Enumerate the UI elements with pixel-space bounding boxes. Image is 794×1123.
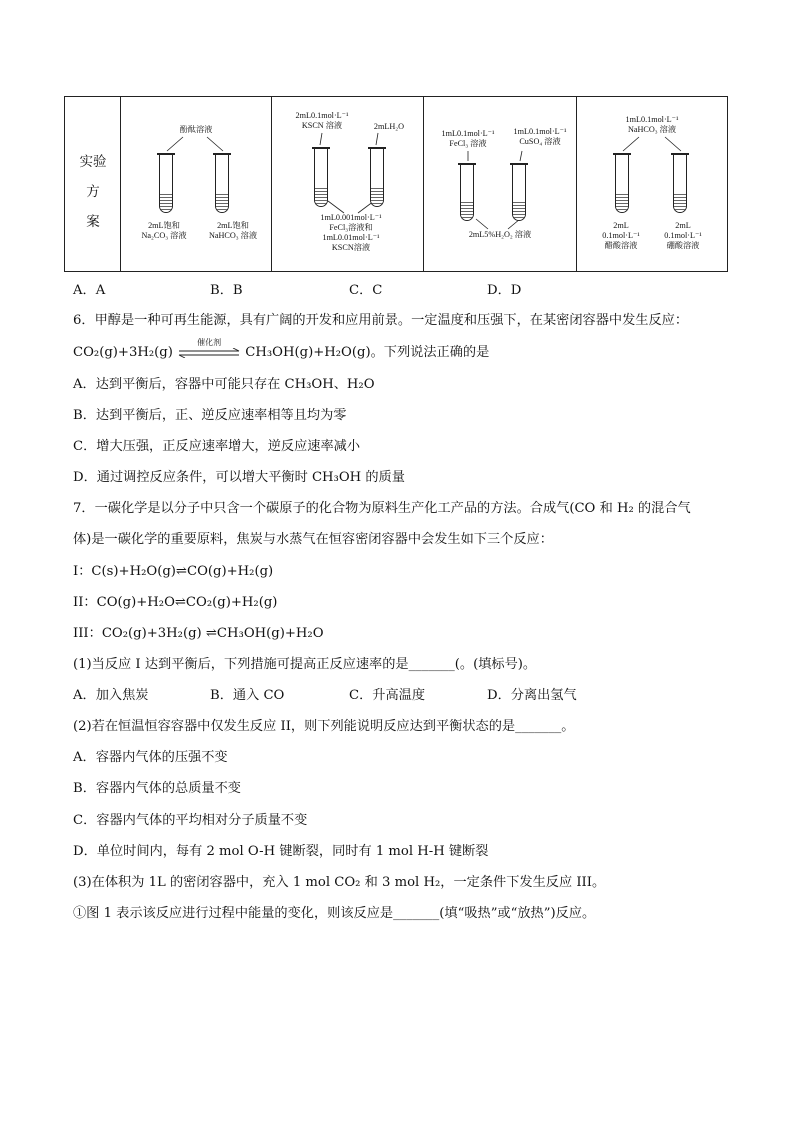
scheme-a-cell xyxy=(121,97,272,271)
q7-stem-2: 体)是一碳化学的重要原料，焦炭与水蒸气在恒容密闭容器中会发生如下三个反应： xyxy=(73,532,553,547)
q7-part-1: (1)当反应 I 达到平衡后，下列措施可提高正反应速率的是_______(。(填标号)。 xyxy=(73,657,537,672)
q7-p1-option-b: B．通入 CO xyxy=(210,688,285,703)
scheme-c-cell xyxy=(424,97,577,271)
catalyst-label: 催化剂 xyxy=(197,337,222,347)
q6-option-c: C．增大压强，正反应速率增大，逆反应速率减小 xyxy=(73,439,361,454)
cuso4-label: 1mL0.1mol·L⁻¹ CuSO₄ 溶液 xyxy=(513,127,567,146)
fecl3-kscn-label: 1mL0.001mol·L⁻¹ FeCl₃溶液和 1mL0.01mol·L⁻¹ KSCN溶液 xyxy=(320,213,382,252)
q7-p2-option-d: D．单位时间内，每有 2 mol O-H 键断裂，同时有 1 mol H-H 键断裂 xyxy=(73,844,489,859)
test-tube-left xyxy=(314,147,328,207)
experiment-table xyxy=(64,96,728,272)
test-tube-left xyxy=(159,153,173,213)
q6-eq-left: CO₂(g)+3H₂(g) xyxy=(73,345,173,360)
q7-part-3-1: ①图 1 表示该反应进行过程中能量的变化，则该反应是_______(填“吸热”或“放热”)反应。 xyxy=(73,906,596,921)
nahco3-drop-label: 1mL0.1mol·L⁻¹ NaHCO₃ 溶液 xyxy=(625,115,679,134)
test-tube-right xyxy=(512,163,526,221)
scheme-b-cell xyxy=(272,97,424,271)
phenolphthalein-label: 酚酞溶液 xyxy=(179,125,213,134)
test-tube-right xyxy=(215,153,229,213)
q5-option-d: D．D xyxy=(487,283,522,298)
q7-reaction-3: III：CO₂(g)+3H₂(g) ⇌CH₃OH(g)+H₂O xyxy=(73,626,324,641)
arrow-lines xyxy=(121,97,272,271)
q7-p2-option-a: A．容器内气体的压强不变 xyxy=(73,750,228,765)
water-label: 2mLH₂O xyxy=(373,122,405,131)
q7-p1-option-d: D．分离出氢气 xyxy=(487,688,577,703)
acetic-acid-label: 2mL 0.1mol·L⁻¹ 醋酸溶液 xyxy=(602,221,640,250)
q5-option-b: B．B xyxy=(210,283,243,298)
scheme-d-cell xyxy=(577,97,727,271)
q7-part-3: (3)在体积为 1L 的密闭容器中，充入 1 mol CO₂ 和 3 mol H₂，一定条件下发生反应 III。 xyxy=(73,875,606,890)
q7-p2-option-c: C．容器内气体的平均相对分子质量不变 xyxy=(73,813,308,828)
row-label-3: 案 xyxy=(86,214,100,230)
row-label-2: 方 xyxy=(86,184,100,200)
q6-option-a: A．达到平衡后，容器中可能只存在 CH₃OH、H₂O xyxy=(73,377,375,392)
reversible-arrow-icon xyxy=(177,337,241,360)
q7-p1-option-a: A．加入焦炭 xyxy=(73,688,149,703)
row-label-1: 实验 xyxy=(79,154,107,170)
q5-option-c: C．C xyxy=(349,283,383,298)
arrow-lines xyxy=(424,97,577,271)
test-tube-right xyxy=(673,153,687,213)
q6-stem: 6．甲醇是一种可再生能源，具有广阔的开发和应用前景。一定温度和压强下，在某密闭容器中发生反应： xyxy=(73,313,689,328)
q5-option-a: A．A xyxy=(73,283,106,298)
fecl3-label: 1mL0.1mol·L⁻¹ FeCl₃ 溶液 xyxy=(441,129,495,148)
na2co3-label: 2mL饱和 Na₂CO₃ 溶液 xyxy=(141,221,187,240)
q7-p2-option-b: B．容器内气体的总质量不变 xyxy=(73,781,241,796)
row-label-cell xyxy=(65,97,121,271)
q7-part-2: (2)若在恒温恒容容器中仅发生反应 II，则下列能说明反应达到平衡状态的是_______。 xyxy=(73,719,575,734)
q7-reaction-1: I：C(s)+H₂O(g)⇌CO(g)+H₂(g) xyxy=(73,564,274,579)
q7-stem-1: 7．一碳化学是以分子中只含一个碳原子的化合物为原料生产化工产品的方法。合成气(CO 和 H₂ 的混合气 xyxy=(73,501,691,516)
kscn-label: 2mL0.1mol·L⁻¹ KSCN 溶液 xyxy=(295,111,349,130)
nahco3-label: 2mL饱和 NaHCO₃ 溶液 xyxy=(208,221,258,240)
test-tube-left xyxy=(460,163,474,221)
q7-reaction-2: II：CO(g)+H₂O⇌CO₂(g)+H₂(g) xyxy=(73,595,278,610)
q7-p1-option-c: C．升高温度 xyxy=(349,688,426,703)
q6-option-d: D．通过调控反应条件，可以增大平衡时 CH₃OH 的质量 xyxy=(73,470,405,485)
q6-equation xyxy=(73,337,490,362)
boric-acid-label: 2mL 0.1mol·L⁻¹ 硼酸溶液 xyxy=(664,221,702,250)
test-tube-left xyxy=(615,153,629,213)
h2o2-label: 2mL5%H₂O₂ 溶液 xyxy=(468,230,532,239)
q6-option-b: B．达到平衡后，正、逆反应速率相等且均为零 xyxy=(73,408,347,423)
q6-eq-right: CH₃OH(g)+H₂O(g)。下列说法正确的是 xyxy=(245,345,490,360)
test-tube-right xyxy=(370,147,384,207)
